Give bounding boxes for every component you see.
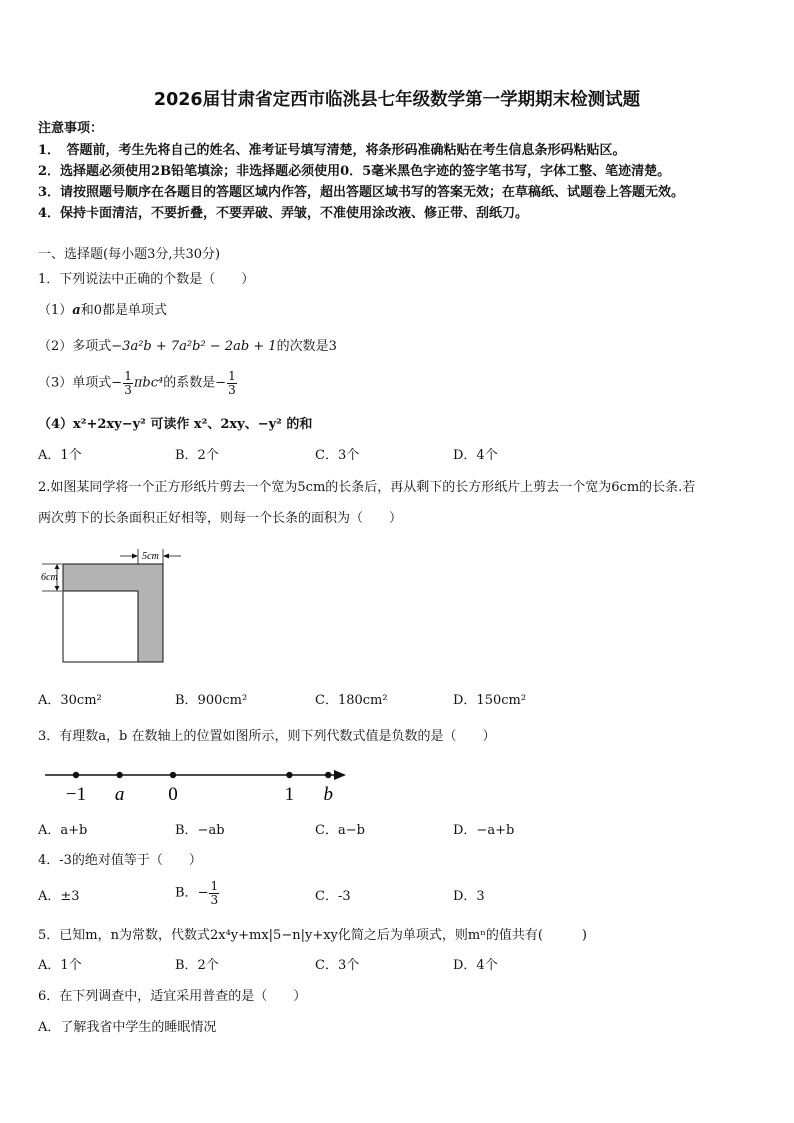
q4-option-a: A．±3 [38,889,80,904]
q4-option-b [175,880,220,906]
q2-option-c: C．180cm² [315,693,388,708]
q2-arrowhead [55,586,60,591]
q4-option-b-fraction [209,880,219,906]
numerator: 1 [210,879,219,893]
q1-statement-4: （4）x²+2xy−y² 可读作 x²、2xy、−y² 的和 [38,417,313,432]
notice-item-1: 1． 答题前，考生先将自己的姓名、准考证号填写清楚，将条形码准确粘贴在考生信息条形码粘贴区。 [38,143,626,158]
q5-option-a: A．1个 [38,958,82,973]
q1-statement-1 [38,303,167,319]
q4-option-c: C．-3 [315,889,351,904]
q1-s1-var: a [72,303,81,318]
denominator: 3 [228,382,236,397]
q2-arrowhead [55,564,60,569]
q1-option-a: A．1个 [38,448,82,463]
q2-option-b: B．900cm² [175,693,248,708]
q3-point-label: a [114,784,125,805]
q3-point-label: 1 [284,784,295,805]
q4-option-d: D．3 [453,889,485,904]
q3-point-label: b [323,784,333,805]
q1-option-b: B．2个 [175,448,219,463]
q3-point-2 [170,772,176,778]
q3-point-0 [73,772,79,778]
q5-option-d: D．4个 [453,958,498,973]
numerator: 1 [124,369,132,383]
q2-option-d: D．150cm² [453,693,527,708]
q1-s2-post: 的次数是3 [276,339,337,354]
q1-option-d: D．4个 [453,448,498,463]
q1-statement-2 [38,339,337,355]
q4-option-b-prefix: B． [175,885,198,901]
q2-square-figure [38,545,188,670]
q1-s2-expr: −3a²b + 7a²b² − 2ab + 1 [111,339,277,354]
q2-arrowhead [163,554,169,559]
q6-option-a: A．了解我省中学生的睡眠情况 [38,1020,217,1035]
q3-option-c: C．a−b [315,823,365,838]
q5-stem: 5．已知m，n为常数，代数式2x⁴y+mx|5−n|y+xy化简之后为单项式，则mⁿ的值共有( ) [38,928,587,943]
q3-number-line [40,760,360,805]
q3-point-label: −1 [65,784,87,805]
q5-option-c: C．3个 [315,958,360,973]
q3-axis-arrow-icon [334,770,346,780]
q2-stem-line-2: 两次剪下的长条面积正好相等，则每一个长条的面积为（ ） [38,511,403,526]
q6-stem: 6．在下列调查中，适宜采用普查的是（ ） [38,989,307,1004]
q4-option-b-sign: − [197,885,209,901]
q3-option-b: B．−ab [175,823,225,838]
q4-stem: 4．-3的绝对值等于（ ） [38,853,202,868]
q1-s3-mid: 的系数是 [163,375,216,391]
denominator: 3 [210,892,219,907]
q5-option-b: B．2个 [175,958,219,973]
q2-arrowhead [132,554,138,559]
page-title: 2026届甘肃省定西市临洮县七年级数学第一学期期末检测试题 [153,90,641,110]
q3-point-1 [116,772,122,778]
numerator: 1 [228,369,236,383]
q1-option-c: C．3个 [315,448,360,463]
q3-point-label: 0 [168,784,178,805]
q2-width-label-6cm: 6cm [41,572,58,583]
q3-option-d: D．−a+b [453,823,515,838]
q3-point-4 [325,772,331,778]
q1-s1-post: 和0都是单项式 [80,303,167,318]
q2-option-a: A．30cm² [38,693,102,708]
q1-s3-tail: πbc⁴ [133,375,164,391]
notice-item-3: 3．请按照题号顺序在各题目的答题区域内作答，超出答题区域书写的答案无效；在草稿纸、试题卷上答题无效。 [38,185,685,200]
q1-s1-pre: （1） [38,303,73,318]
notice-item-2: 2．选择题必须使用2B铅笔填涂；非选择题必须使用0．5毫米黑色字迹的签字笔书写，字体工整、笔迹清楚。 [38,164,671,179]
q1-s3-sign2: − [215,375,227,391]
notice-item-4: 4．保持卡面清洁，不要折叠，不要弄破、弄皱，不准使用涂改液、修正带、刮纸刀。 [38,206,529,221]
q1-s2-pre: （2）多项式 [38,339,112,354]
q1-statement-3 [38,370,238,396]
q3-stem: 3．有理数a，b 在数轴上的位置如图所示，则下列代数式值是负数的是（ ） [38,729,496,744]
q2-stem-line-1: 2.如图某同学将一个正方形纸片剪去一个宽为5cm的长条后，再从剩下的长方形纸片上剪去一个宽为6cm的长条.若 [38,480,696,495]
q3-point-3 [286,772,292,778]
q1-s3-fraction [123,370,133,396]
q2-remaining-rectangle [63,591,138,662]
notice-heading: 注意事项： [38,121,104,136]
q1-s3-sign: − [111,375,123,391]
denominator: 3 [124,382,132,397]
q3-option-a: A．a+b [38,823,88,838]
q1-stem: 1．下列说法中正确的个数是（ ） [38,272,255,287]
q1-s3-pre: （3）单项式 [38,375,112,391]
section-heading: 一、选择题(每小题3分,共30分) [38,247,221,262]
q2-width-label-5cm: 5cm [142,551,159,562]
q1-s3-fraction-2 [227,370,237,396]
